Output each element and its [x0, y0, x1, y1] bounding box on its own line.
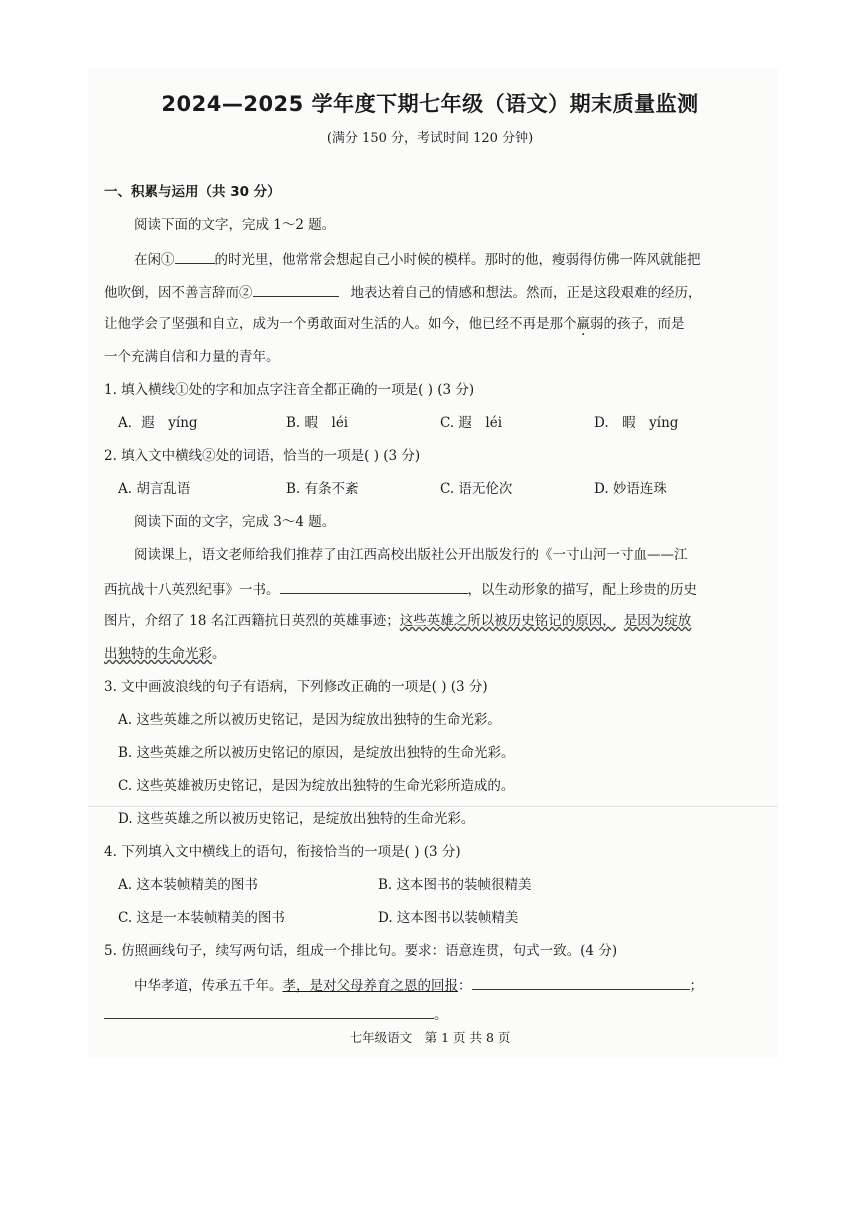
blank-3[interactable] — [280, 579, 468, 594]
q5-answer-blank-2[interactable] — [104, 1004, 434, 1019]
dotted-char: 羸 — [576, 316, 590, 332]
q3-option-a[interactable]: A. 这些英雄之所以被历史铭记，是因为绽放出独特的生命光彩。 — [118, 712, 501, 728]
q3-stem: 3. 文中画波浪线的句子有语病，下列修改正确的一项是( ) (3 分) — [104, 679, 488, 695]
q4-option-d[interactable]: D. 这本图书以装帧精美 — [378, 910, 519, 926]
q2-option-a[interactable]: A. 胡言乱语 — [118, 481, 191, 497]
page-footer: 七年级语文 第 1 页 共 8 页 — [349, 1030, 511, 1045]
q2-option-b[interactable]: B. 有条不紊 — [286, 481, 359, 497]
q1-option-d[interactable]: D. 暇 yíng — [594, 415, 679, 431]
section-heading: 一、积累与运用（共 30 分） — [104, 184, 281, 200]
passage1-line3: 让他学会了坚强和自立，成为一个勇敢面对生活的人。如今，他已经不再是那个羸弱的孩子，而是 — [104, 316, 685, 332]
q5-stem: 5. 仿照画线句子，续写两句话，组成一个排比句。要求：语意连贯，句式一致。(4 分) — [104, 943, 618, 959]
q3-option-d[interactable]: D. 这些英雄之所以被历史铭记，是绽放出独特的生命光彩。 — [118, 811, 475, 827]
blank-1[interactable] — [175, 249, 215, 264]
fold-line — [88, 806, 778, 807]
reading-intro-1: 阅读下面的文字，完成 1～2 题。 — [134, 217, 336, 233]
q4-option-b[interactable]: B. 这本图书的装帧很精美 — [378, 877, 532, 893]
blank-2[interactable] — [253, 282, 339, 297]
q4-option-a[interactable]: A. 这本装帧精美的图书 — [118, 877, 258, 893]
q2-option-c[interactable]: C. 语无伦次 — [440, 481, 513, 497]
q1-stem: 1. 填入横线①处的字和加点字注音全都正确的一项是( ) (3 分) — [104, 382, 475, 398]
q1-option-b[interactable]: B. 暇 léi — [286, 415, 349, 431]
q1-option-c[interactable]: C. 遐 léi — [440, 415, 503, 431]
passage2-line1: 阅读课上，语文老师给我们推荐了由江西高校出版社公开出版发行的《一寸山河一寸血——江 — [134, 547, 688, 563]
passage1-line4: 一个充满自信和力量的青年。 — [104, 349, 280, 365]
q5-line1: 中华孝道，传承五千年。孝，是对父母养育之恩的回报： ； — [134, 975, 703, 995]
q2-stem: 2. 填入文中横线②处的词语，恰当的一项是( ) (3 分) — [104, 448, 421, 464]
passage1-line2: 他吹倒，因不善言辞而② 地表达着自己的情感和想法。然而，正是这段艰难的经历， — [104, 282, 702, 302]
exam-title: 2024—2025 学年度下期七年级（语文）期末质量监测 — [161, 92, 699, 116]
q1-option-a[interactable]: A．遐 yíng — [118, 415, 198, 431]
q3-option-c[interactable]: C. 这些英雄被历史铭记，是因为绽放出独特的生命光彩所造成的。 — [118, 778, 515, 794]
passage2-line4: 出独特的生命光彩。 — [104, 646, 226, 662]
q4-stem: 4. 下列填入文中横线上的语句，衔接恰当的一项是( ) (3 分) — [104, 844, 461, 860]
q5-line2: 。 — [104, 1004, 448, 1024]
passage1-line1: 在闲① 的时光里，他常常会想起自己小时候的模样。那时的他，瘦弱得仿佛一阵风就能把 — [134, 249, 701, 269]
reading-intro-2: 阅读下面的文字，完成 3～4 题。 — [134, 514, 336, 530]
passage2-line3: 图片，介绍了 18 名江西籍抗日英烈的英雄事迹；这些英雄之所以被历史铭记的原因， 是因为绽放 — [104, 613, 692, 629]
q4-option-c[interactable]: C. 这是一本装帧精美的图书 — [118, 910, 285, 926]
exam-subtitle: (满分 150 分，考试时间 120 分钟) — [326, 131, 534, 146]
passage2-line2: 西抗战十八英烈纪事》一书。 ，以生动形象的描写，配上珍贵的历史 — [104, 579, 697, 599]
q2-option-d[interactable]: D. 妙语连珠 — [594, 481, 667, 497]
q5-answer-blank-1[interactable] — [472, 975, 690, 990]
q3-option-b[interactable]: B. 这些英雄之所以被历史铭记的原因，是绽放出独特的生命光彩。 — [118, 745, 515, 761]
